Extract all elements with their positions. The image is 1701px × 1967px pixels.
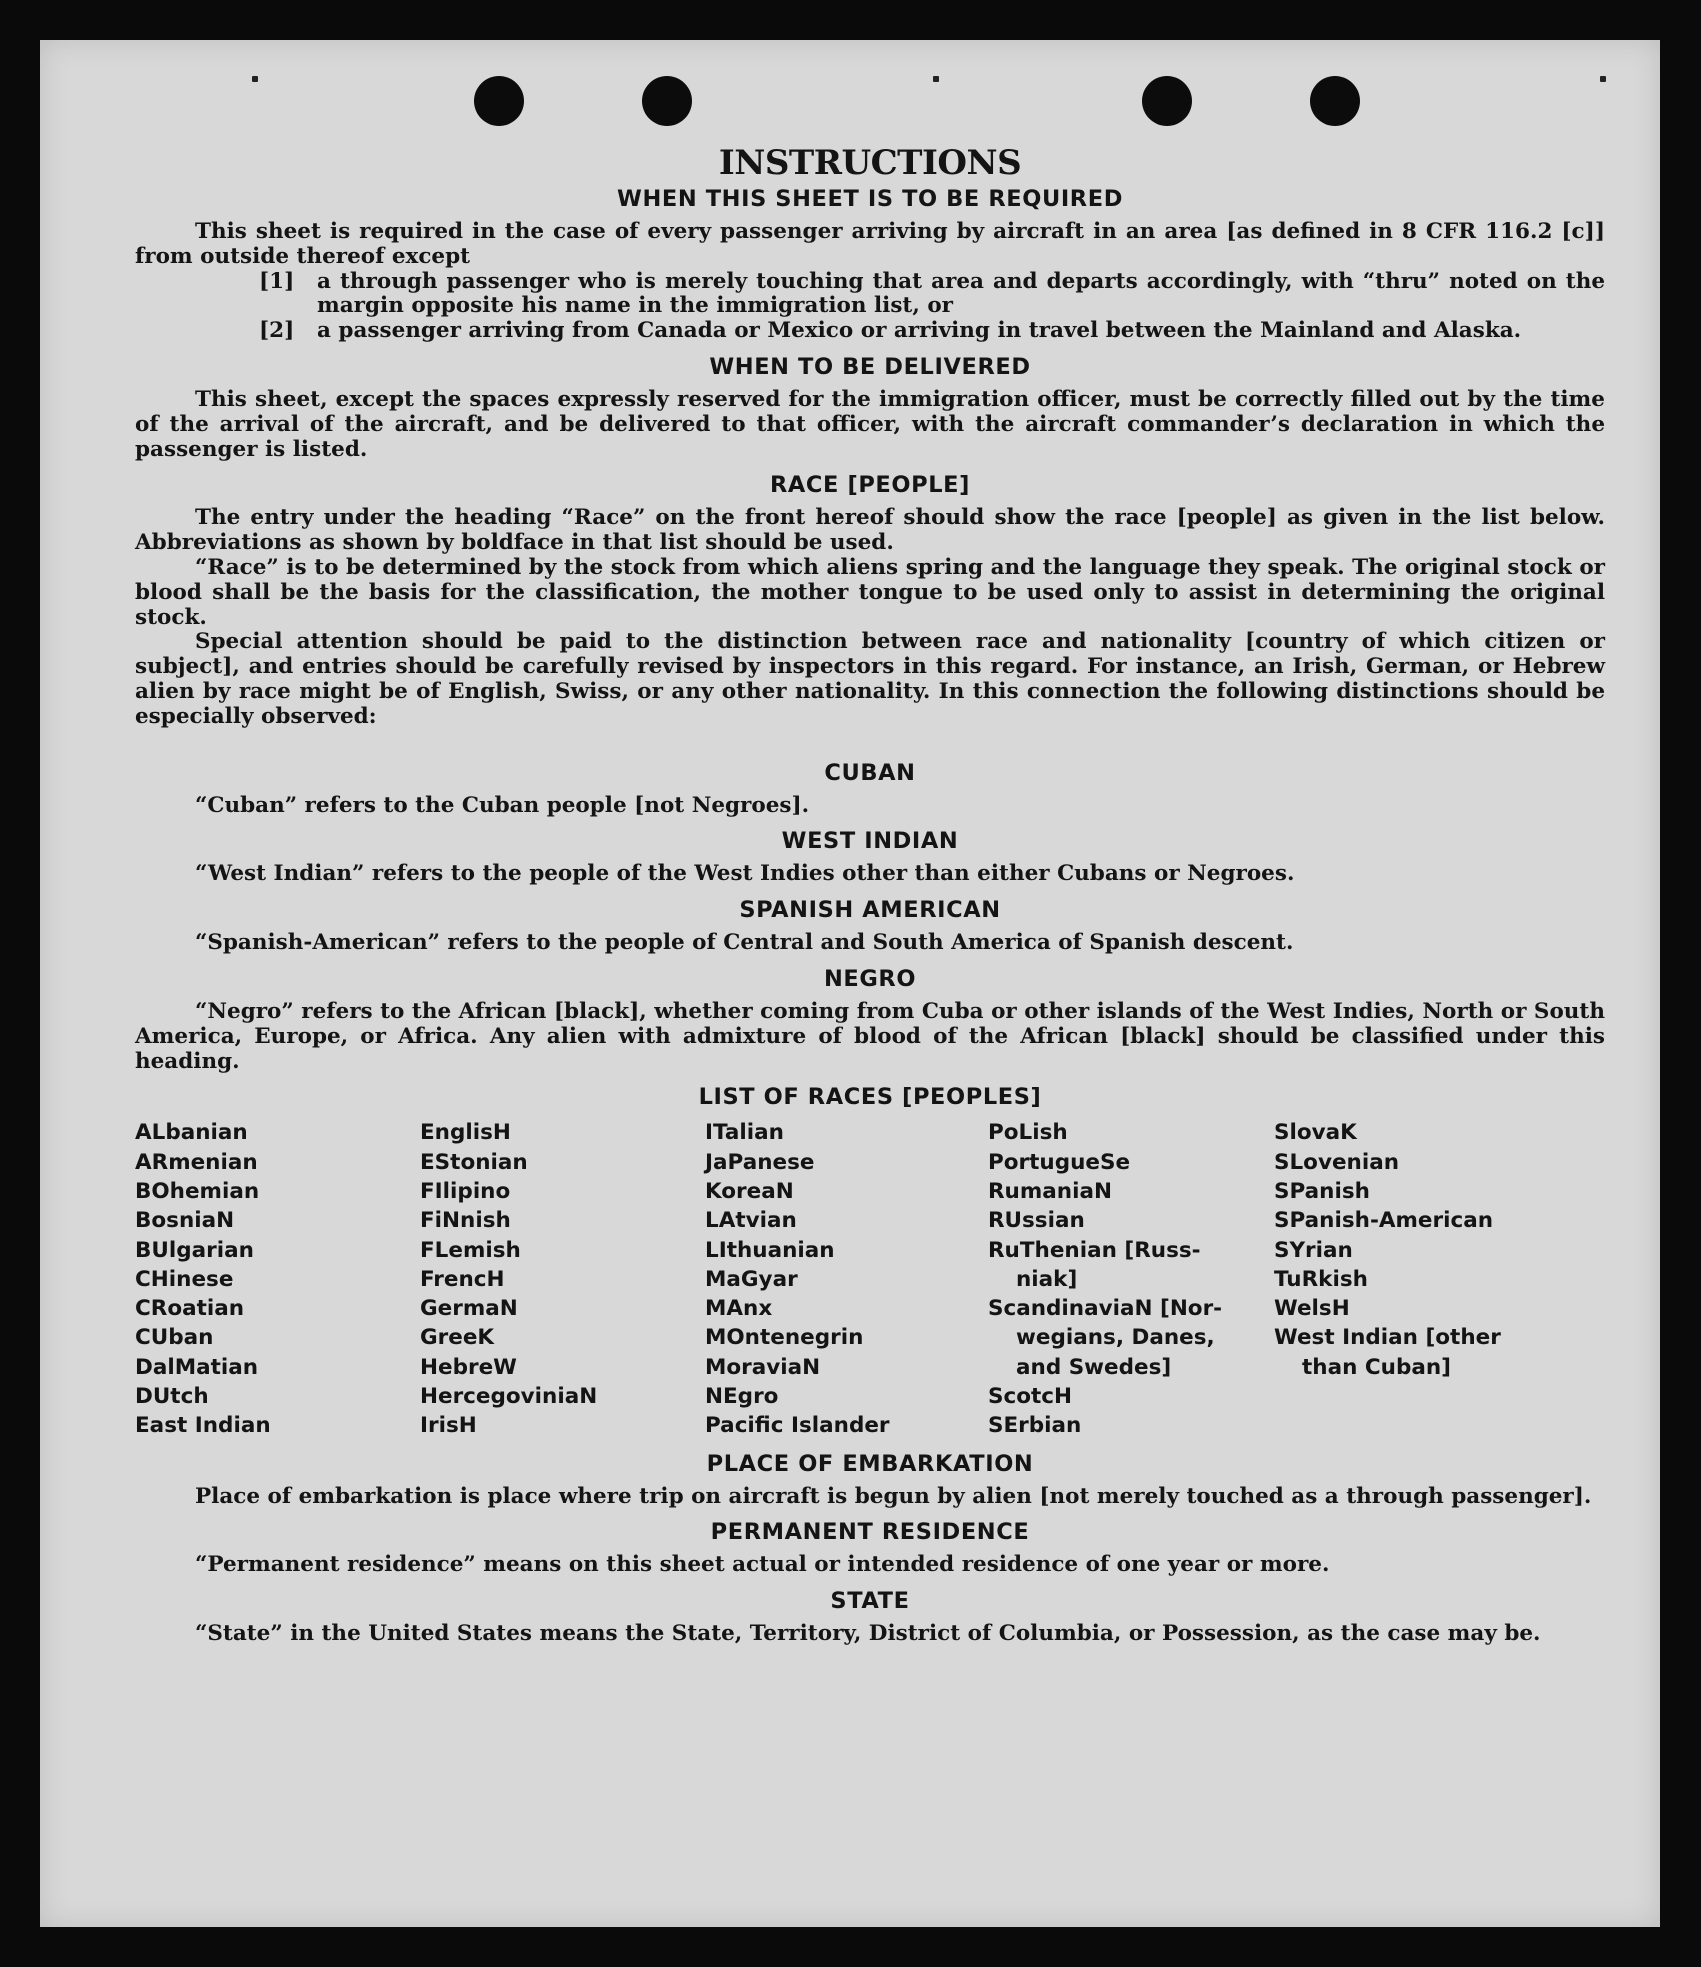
item-text: a through passenger who is merely touching that area and departs accordingly, with “thru” noted on the margin opposite his name in the immigration list, or [317,268,1605,319]
section-heading-embarkation: PLACE OF EMBARKATION [706,1450,1034,1477]
race-entry-continued: than Cuban] [1302,1354,1451,1380]
race-entry: SLovenian [1274,1149,1400,1175]
race-entry: ITalian [705,1120,784,1146]
race-entry: EStonian [420,1149,528,1175]
race-entry-continued: niak] [1016,1266,1078,1292]
section-heading-state: STATE [830,1588,910,1615]
document-page [40,40,1660,1927]
punch-mark [252,76,258,82]
race-column [988,1118,1274,1440]
required-item-1 [135,270,1605,320]
race-entry: TuRkish [1274,1266,1368,1292]
race-entry: DUtch [135,1384,209,1409]
race-entry-continued: and Swedes] [1016,1354,1172,1380]
race-entry: SErbian [988,1413,1082,1439]
state-text: “State” in the United States means the State, Territory, District of Columbia, or Possession, as the case may be. [195,1621,1541,1647]
race-entry: MaGyar [705,1266,798,1292]
race-column [1274,1118,1534,1440]
race-entry: CRoatian [135,1296,245,1322]
race-entry: WelsH [1274,1296,1350,1322]
item-number: [2] [259,318,295,344]
cuban-text: “Cuban” refers to the Cuban people [not Negroes]. [195,792,810,818]
race-list [135,1118,1605,1440]
race-column [135,1118,420,1440]
race-paragraph: The entry under the heading “Race” on the front hereof should show the race [people] as given in the list below. Abbreviations as shown by boldface in that list should be used. [135,505,1605,556]
race-entry: ALbanian [135,1120,248,1146]
race-entry: LIthuanian [705,1237,835,1263]
race-entry: DalMatian [135,1354,259,1380]
punch-hole [1142,76,1192,126]
race-column [705,1118,988,1440]
race-entry: NEgro [705,1384,779,1409]
required-intro: This sheet is required in the case of every passenger arriving by aircraft in an area [as defined in 8 CFR 116.2 [c]] from outside thereof except [135,219,1605,269]
race-entry: RuThenian [Russ- [988,1237,1201,1263]
race-entry: ARmenian [135,1149,258,1175]
race-entry: MAnx [705,1296,773,1322]
section-heading-residence: PERMANENT RESIDENCE [710,1519,1030,1546]
item-number: [1] [259,268,295,294]
punch-mark [1600,76,1606,82]
race-entry: SlovaK [1274,1120,1357,1146]
race-column [420,1118,705,1440]
punch-hole [1310,76,1360,126]
race-entry: RUssian [988,1208,1085,1234]
section-heading-delivered: WHEN TO BE DELIVERED [709,353,1031,380]
race-entry: East Indian [135,1413,271,1439]
item-text: a passenger arriving from Canada or Mexico or arriving in travel between the Mainland and Alaska. [317,318,1522,344]
race-entry: SPanish [1274,1178,1370,1204]
race-entry: LAtvian [705,1208,797,1234]
race-entry-continued: wegians, Danes, [1016,1325,1215,1351]
race-entry: JaPanese [705,1149,815,1175]
race-entry: FiNnish [420,1208,511,1234]
race-entry: BOhemian [135,1178,260,1204]
race-entry: PortugueSe [988,1149,1131,1175]
residence-text: “Permanent residence” means on this sheet actual or intended residence of one year or more. [195,1552,1330,1578]
race-entry: RumaniaN [988,1178,1112,1204]
race-entry: ScotcH [988,1384,1073,1409]
negro-text: “Negro” refers to the African [black], whether coming from Cuba or other islands of the West Indies, North or South America, Europe, or Africa. Any alien with admixture of blood of the African [black] should be classified under this heading. [135,998,1605,1074]
section-heading-race: RACE [PEOPLE] [769,472,970,499]
race-entry: BUlgarian [135,1237,254,1263]
west-indian-text: “West Indian” refers to the people of the West Indies other than either Cubans or Negroes. [195,861,1295,887]
race-entry: Pacific Islander [705,1413,890,1439]
race-paragraph: “Race” is to be determined by the stock from which aliens spring and the language they speak. The original stock or blood shall be the basis for the classification, the mother tongue to be used only to assist in determining the original stock. [135,554,1605,630]
instructions-body [135,142,1605,1647]
race-entry: FIlipino [420,1178,511,1204]
race-entry: MoraviaN [705,1354,821,1380]
race-entry: FLemish [420,1237,521,1263]
race-entry: GreeK [420,1325,495,1351]
race-entry: CUban [135,1325,214,1351]
race-entry: HercegoviniaN [420,1384,598,1409]
race-entry: West Indian [other [1274,1325,1501,1351]
punch-hole [474,76,524,126]
section-heading-negro: NEGRO [823,965,917,992]
race-entry: IrisH [420,1413,477,1439]
race-entry: GermaN [420,1296,518,1322]
race-entry: BosniaN [135,1208,235,1234]
section-heading-required: WHEN THIS SHEET IS TO BE REQUIRED [617,186,1123,212]
section-heading-list-of-races: LIST OF RACES [PEOPLES] [698,1084,1042,1111]
embarkation-text: Place of embarkation is place where trip on aircraft is begun by alien [not merely touched as a through passenger]. [195,1483,1592,1509]
race-entry: CHinese [135,1266,234,1292]
race-entry: SYrian [1274,1237,1353,1263]
race-entry: KoreaN [705,1178,794,1204]
race-paragraph: Special attention should be paid to the distinction between race and nationality [country of which citizen or subject], and entries should be carefully revised by inspectors in this regard. For instance, an Irish, German, or Hebrew alien by race might be of English, Swiss, or any other nationality. In this connection the following distinctions should be especially observed: [135,629,1605,729]
race-entry: SPanish-American [1274,1208,1494,1234]
required-item-2 [135,319,1605,344]
race-entry: MOntenegrin [705,1325,864,1351]
spanish-american-text: “Spanish-American” refers to the people of Central and South America of Spanish descent. [195,930,1294,956]
race-entry: ScandinaviaN [Nor- [988,1296,1223,1322]
section-heading-spanish-american: SPANISH AMERICAN [739,897,1001,924]
race-entry: PoLish [988,1120,1068,1146]
race-entry: HebreW [420,1354,517,1380]
race-entry: EnglisH [420,1120,511,1146]
punch-hole [642,76,692,126]
section-heading-west-indian: WEST INDIAN [781,828,959,855]
delivered-text: This sheet, except the spaces expressly reserved for the immigration officer, must be correctly filled out by the time of the arrival of the aircraft, and be delivered to that officer, with the aircraft commander’s declaration in which the passenger is listed. [135,386,1605,462]
race-entry: FrencH [420,1266,505,1292]
punch-mark [933,76,939,82]
section-heading-cuban: CUBAN [824,759,916,786]
page-title: INSTRUCTIONS [718,143,1022,183]
